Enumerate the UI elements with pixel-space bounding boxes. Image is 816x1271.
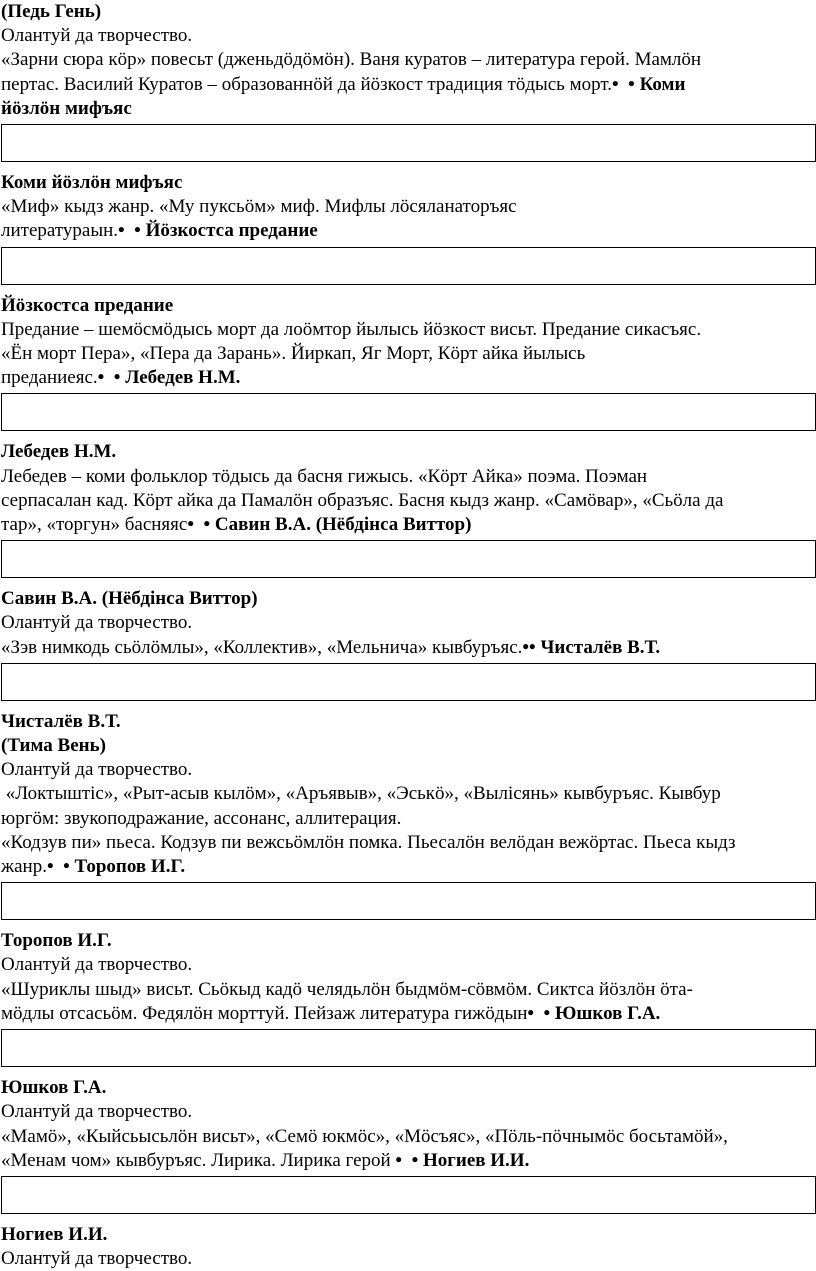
body-line: литератураын.• • Йӧзкостса предание bbox=[1, 220, 318, 242]
next-topic-link-cont[interactable]: йӧзлӧн мифъяс bbox=[1, 97, 132, 119]
next-topic-link[interactable]: Чисталёв В.Т. bbox=[535, 636, 661, 658]
answer-box[interactable] bbox=[1, 1029, 816, 1067]
body-line: «Ён морт Пера», «Пера да Зарань». Йиркап, Яг Морт, Кӧрт айка йылысь bbox=[1, 343, 586, 365]
section-ped-gen bbox=[1, 0, 816, 171]
body-line: Олантуй да творчество. bbox=[1, 1101, 193, 1123]
section-heading: Коми йӧзлӧн мифъяс bbox=[1, 172, 183, 194]
body-line: Олантуй да творчество. bbox=[1, 1248, 193, 1270]
section-komi-myths bbox=[1, 171, 816, 294]
next-topic-link[interactable]: Торопов И.Г. bbox=[69, 856, 186, 878]
body-line bbox=[1, 97, 816, 121]
bullet-dots: • • bbox=[46, 856, 70, 878]
section-heading: Ногиев И.И. bbox=[1, 1223, 108, 1245]
next-topic-link[interactable]: Савин В.А. (Нёбдінса Виттор) bbox=[210, 514, 472, 536]
body-line: преданиеяс.• • Лебедев Н.М. bbox=[1, 367, 241, 389]
answer-box[interactable] bbox=[1, 393, 816, 431]
next-topic-link[interactable]: Ногиев И.И. bbox=[418, 1149, 530, 1171]
next-topic-link[interactable]: Лебедев Н.М. bbox=[120, 367, 241, 389]
section-toropov bbox=[1, 929, 816, 1076]
answer-box[interactable] bbox=[1, 124, 816, 162]
bullet-dots: • • bbox=[187, 514, 211, 536]
body-line: Лебедев – коми фольклор тӧдысь да басня гижысь. «Кӧрт Айка» поэма. Поэман bbox=[1, 465, 648, 487]
answer-box[interactable] bbox=[1, 882, 816, 920]
body-line: «Кодзув пи» пьеса. Кодзув пи вежсьӧмлӧн помка. Пьесалӧн велӧдан вежӧртас. Пьеса кыдз bbox=[1, 831, 736, 853]
section-heading: Йӧзкостса предание bbox=[1, 294, 174, 316]
body-line: «Менам чом» кывбуръяс. Лирика. Лирика герой • • Ногиев И.И. bbox=[1, 1149, 530, 1171]
section-heading: (Педь Гень) bbox=[1, 1, 102, 22]
section-folk-legend bbox=[1, 294, 816, 441]
section-lebedev bbox=[1, 440, 816, 587]
bullet-dots: • • bbox=[527, 1002, 551, 1024]
bullet-dots: • • bbox=[118, 220, 141, 242]
body-line: пертас. Василий Куратов – образованнӧй да йӧзкост традиция тӧдысь морт.• • Коми bbox=[1, 73, 686, 95]
body-line: серпасалан кад. Кӧрт айка да Памалӧн образъяс. Басня кыдз жанр. «Самӧвар», «Сьӧла да bbox=[1, 489, 724, 511]
section-yushkov bbox=[1, 1076, 816, 1223]
body-line: «Шуриклы шыд» висьт. Сьӧкыд кадӧ челядьлӧн быдмӧм-сӧвмӧм. Сиктса йӧзлӧн ӧта- bbox=[1, 978, 693, 1000]
body-line: Олантуй да творчество. bbox=[1, 25, 193, 47]
section-heading: Торопов И.Г. bbox=[1, 930, 112, 952]
answer-box[interactable] bbox=[1, 1176, 816, 1214]
answer-box[interactable] bbox=[1, 247, 816, 285]
bullet-dots: • • bbox=[395, 1149, 419, 1171]
section-heading: (Тима Вень) bbox=[1, 735, 106, 757]
body-line: «Мамӧ», «Кыйсьысьлӧн висьт», «Семӧ юкмӧс», «Мӧсъяс», «Пӧль-пӧчнымӧс босьтамӧй», bbox=[1, 1125, 728, 1147]
bullet-dots: •• bbox=[522, 636, 536, 658]
answer-box[interactable] bbox=[1, 540, 816, 578]
section-heading: Чисталёв В.Т. bbox=[1, 710, 121, 732]
body-line: мӧдлы отсасьӧм. Федялӧн морттуй. Пейзаж литература гижӧдын• • Юшков Г.А. bbox=[1, 1002, 661, 1024]
answer-box[interactable] bbox=[1, 663, 816, 701]
section-heading: Лебедев Н.М. bbox=[1, 441, 117, 463]
bullet-dots: • • bbox=[612, 73, 635, 95]
body-line: «Зарни сюра кӧр» повесьт (дженьдӧдӧмӧн). Ваня куратов – литература герой. Мамлӧн bbox=[1, 49, 702, 71]
body-line: Предание – шемӧсмӧдысь морт да лоӧмтор йылысь йӧзкост висьт. Предание сикасъяс. bbox=[1, 318, 702, 340]
body-line: «Миф» кыдз жанр. «Му пуксьӧм» миф. Мифлы лӧсяланаторъяс bbox=[1, 196, 517, 218]
body-line: жанр.• • Торопов И.Г. bbox=[1, 856, 186, 878]
section-chistalev bbox=[1, 710, 816, 929]
body-line: Олантуй да творчество. bbox=[1, 612, 193, 634]
next-topic-link[interactable]: Юшков Г.А. bbox=[550, 1002, 661, 1024]
body-line: Олантуй да творчество. bbox=[1, 954, 193, 976]
body-line: «Зэв нимкодь сьӧлӧмлы», «Коллектив», «Мельнича» кывбуръяс.•• Чисталёв В.Т. bbox=[1, 636, 661, 658]
section-heading: Юшков Г.А. bbox=[1, 1077, 107, 1099]
body-line: «Локтыштіс», «Рыт-асыв кылӧм», «Аръявыв», «Эськӧ», «Вылісянь» кывбуръяс. Кывбур bbox=[1, 783, 721, 805]
section-nogiev bbox=[1, 1223, 816, 1271]
body-line: тар», «торгун» басняяс• • Савин В.А. (Нёбдінса Виттор) bbox=[1, 514, 472, 536]
body-line: Олантуй да творчество. bbox=[1, 759, 193, 781]
body-line: юргӧм: звукоподражание, ассонанс, аллитерация. bbox=[1, 807, 402, 829]
next-topic-link[interactable]: Коми bbox=[634, 73, 686, 95]
section-savin bbox=[1, 587, 816, 710]
bullet-dots: • • bbox=[97, 367, 121, 389]
next-topic-link[interactable]: Йӧзкостса предание bbox=[140, 220, 318, 242]
section-heading: Савин В.А. (Нёбдінса Виттор) bbox=[1, 588, 258, 610]
